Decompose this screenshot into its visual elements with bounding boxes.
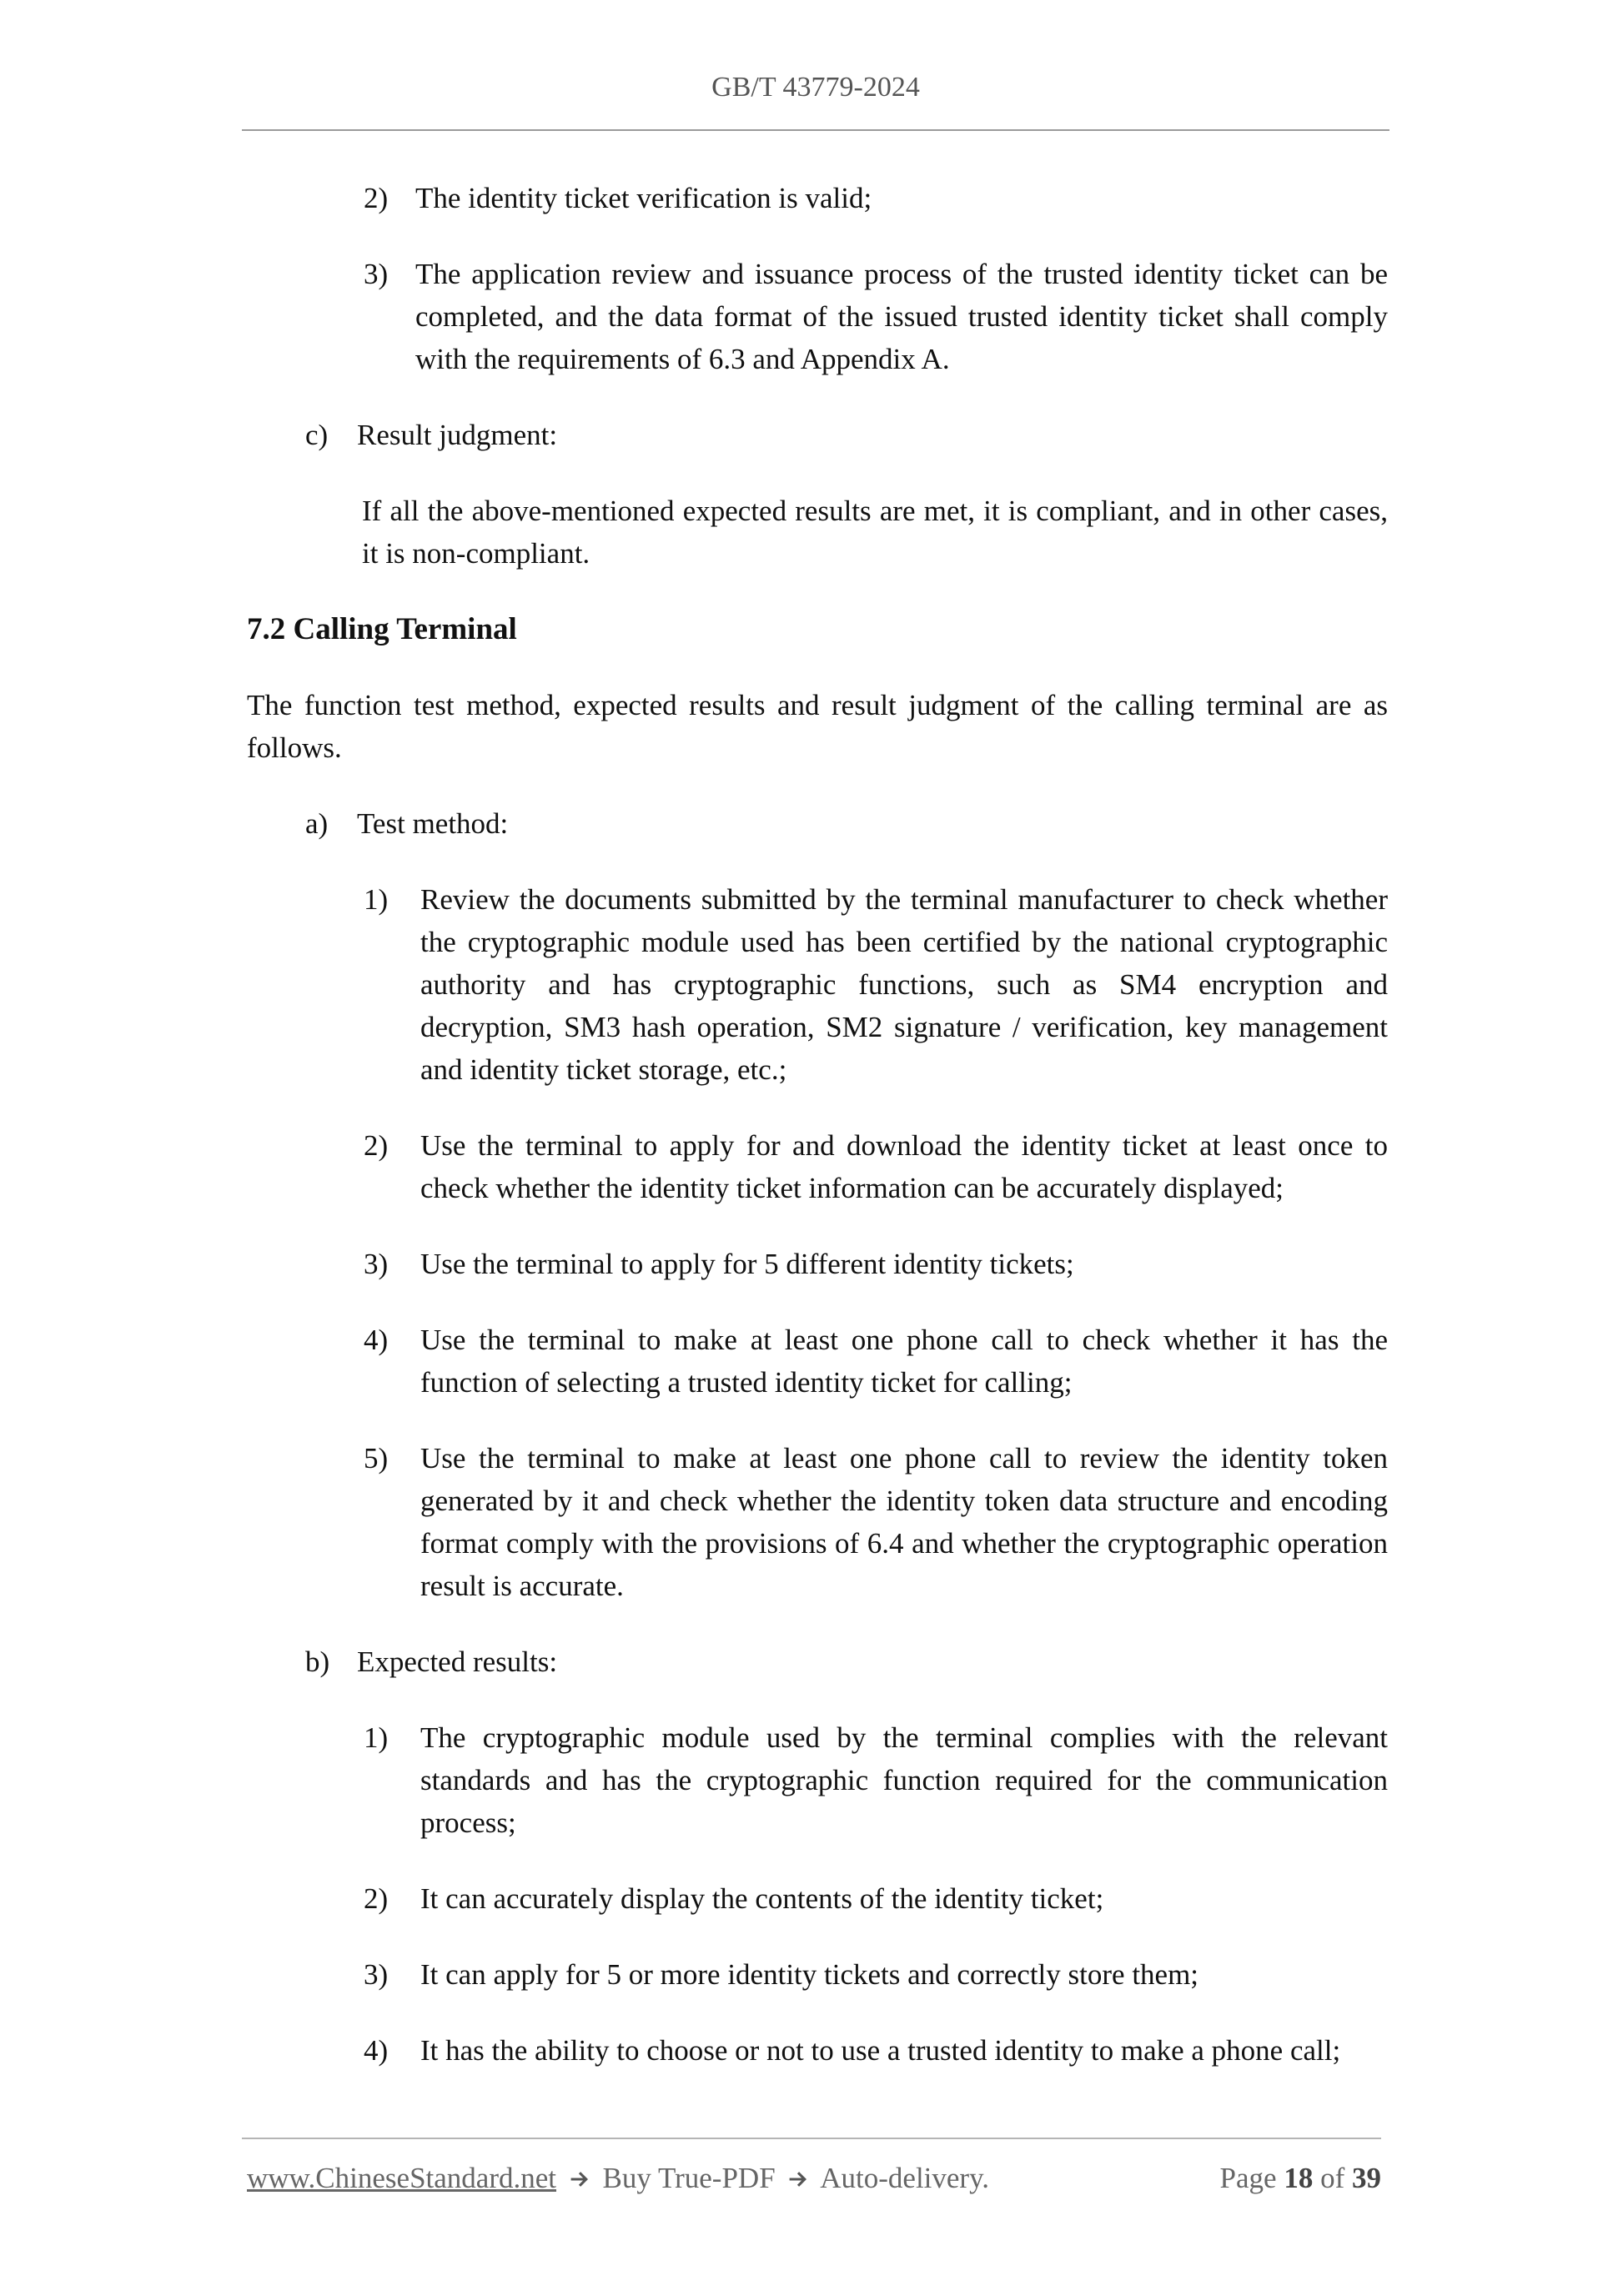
- list-item: [247, 1437, 1388, 1607]
- item-text: It has the ability to choose or not to use a trusted identity to make a phone call;: [420, 2034, 1341, 2067]
- footer-divider: [242, 2138, 1381, 2139]
- item-title: Test method:: [357, 807, 509, 840]
- item-text: Use the terminal to make at least one phone call to review the identity token generated by it and check whether the identity token data structure and encoding format comply with the provisions of 6.4 and whether the cryptographic operation result is accurate.: [420, 1442, 1388, 1602]
- header-divider: [242, 129, 1389, 131]
- item-number: 4): [364, 1324, 389, 1356]
- list-item: [247, 177, 1388, 219]
- list-item: [247, 253, 1388, 380]
- item-text: Use the terminal to apply for and download the identity ticket at least once to check whether the identity ticket information can be accurately displayed;: [420, 1129, 1388, 1204]
- item-number: 2): [364, 1129, 389, 1162]
- list-item: [247, 1124, 1388, 1209]
- item-text: The application review and issuance process of the trusted identity ticket can be completed, and the data format of the issued trusted identity ticket shall comply with the requirements of 6.3 and Appendix A.: [415, 258, 1388, 375]
- list-item: [247, 1877, 1388, 1920]
- item-number: 2): [364, 1882, 389, 1915]
- footer-links: [247, 2162, 989, 2195]
- list-item: [247, 878, 1388, 1091]
- item-letter: c): [305, 419, 329, 451]
- page-number: 18: [1284, 2162, 1314, 2194]
- item-number: 4): [364, 2034, 389, 2067]
- total-pages: 39: [1352, 2162, 1381, 2194]
- buy-pdf-text: Buy True-PDF: [602, 2162, 776, 2194]
- arrow-right-icon: [787, 2168, 809, 2190]
- auto-delivery-text: Auto-delivery.: [820, 2162, 990, 2194]
- list-item: [247, 1243, 1388, 1285]
- item-number: 2): [364, 182, 389, 214]
- item-letter: a): [305, 807, 329, 840]
- item-text: Use the terminal to apply for 5 different identity tickets;: [420, 1248, 1074, 1280]
- list-item: [247, 1716, 1388, 1844]
- item-number: 1): [364, 1721, 389, 1754]
- item-text: Use the terminal to make at least one phone call to check whether it has the function of selecting a trusted identity ticket for calling;: [420, 1324, 1388, 1399]
- item-number: 3): [364, 258, 389, 290]
- page-label: Page: [1219, 2162, 1277, 2194]
- of-label: of: [1320, 2162, 1345, 2194]
- list-item: [247, 1953, 1388, 1996]
- item-text: It can accurately display the contents of the identity ticket;: [420, 1882, 1104, 1915]
- item-text: The identity ticket verification is valid;: [415, 182, 872, 214]
- item-letter: b): [305, 1645, 330, 1678]
- item-number: 3): [364, 1248, 389, 1280]
- item-title: Result judgment:: [357, 419, 558, 451]
- section-heading: 7.2 Calling Terminal: [247, 612, 517, 646]
- item-text: Review the documents submitted by the terminal manufacturer to check whether the cryptographic module used has been certified by the national cryptographic authority and has cryptographic functions, such as SM4 encryption and decryption, SM3 hash operation, SM2 signature / verification, key management and identity ticket storage, etc.;: [420, 883, 1388, 1086]
- arrow-right-icon: [569, 2168, 590, 2190]
- item-text: The cryptographic module used by the terminal complies with the relevant standards and has the cryptographic function required for the communication process;: [420, 1721, 1388, 1839]
- item-text: It can apply for 5 or more identity tickets and correctly store them;: [420, 1958, 1199, 1991]
- item-number: 1): [364, 883, 389, 916]
- item-number: 3): [364, 1958, 389, 1991]
- list-item: [247, 1319, 1388, 1404]
- item-title: Expected results:: [357, 1645, 558, 1678]
- result-judgment-text: If all the above-mentioned expected results are met, it is compliant, and in other cases, it is non-compliant.: [362, 495, 1388, 570]
- result-judgment-label: [247, 414, 1388, 456]
- item-number: 5): [364, 1442, 389, 1475]
- page-header: GB/T 43779-2024: [711, 72, 920, 103]
- page-counter: [1220, 2162, 1381, 2195]
- test-method-label: [247, 802, 1388, 845]
- intro-paragraph: The function test method, expected results and result judgment of the calling terminal are as follows.: [247, 689, 1388, 764]
- page-content: [247, 177, 1388, 2105]
- list-item: [247, 2029, 1388, 2072]
- website-link[interactable]: www.ChineseStandard.net: [247, 2162, 556, 2194]
- expected-results-label: [247, 1640, 1388, 1683]
